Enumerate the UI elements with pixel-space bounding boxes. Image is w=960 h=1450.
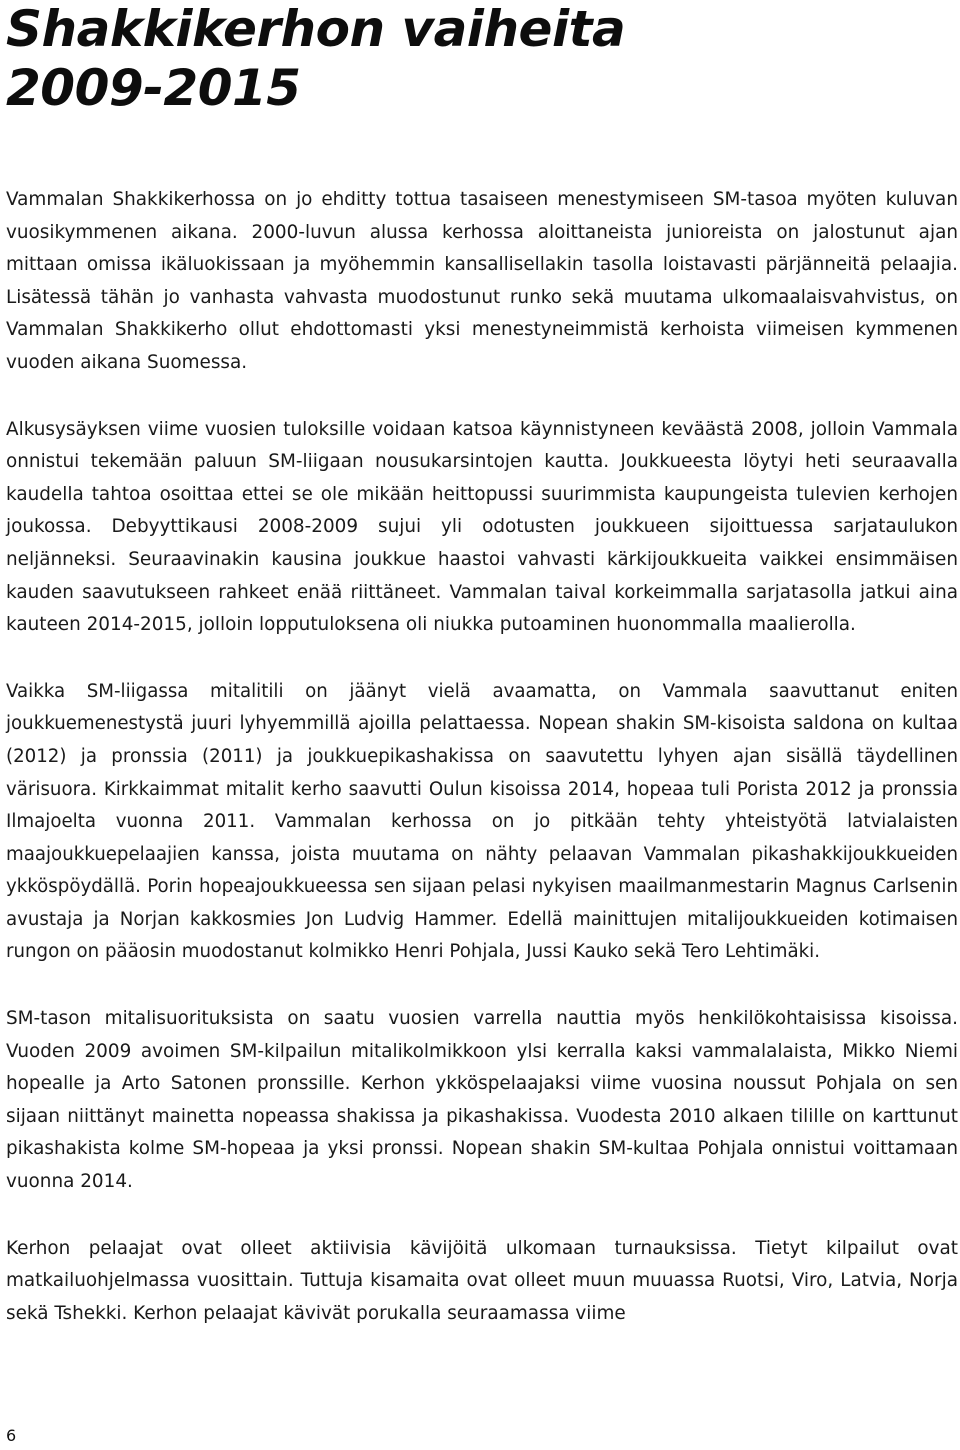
paragraph-1: Vammalan Shakkikerhossa on jo ehditty tottua tasaiseen menestymiseen SM-tasoa myöten kuluvan vuosikymmenen aikana. 2000-luvun alussa kerhossa aloittaneista junioreista on jalostunut ajan mittaan omissa ikäluokissaan ja myöhemmin kansallisellakin tasolla loistavasti pärjänneitä pelaajia. Lisätessä tähän jo vanhasta vahvasta muodostunut runko sekä muutama ulkomaalaisvahvistus, on Vammalan Shakkikerho ollut ehdottomasti yksi menestyneimmistä kerhoista viimeisen kymmenen vuoden aikana Suomessa.: [6, 189, 958, 373]
paragraph-3: Vaikka SM-liigassa mitalitili on jäänyt vielä avaamatta, on Vammala saavuttanut eniten joukkuemenestystä juuri lyhyemmillä ajoilla pelattaessa. Nopean shakin SM-kisoista saldona on kultaa (2012) ja pronssia (2011) ja joukkuepikashakissa on saavutettu lyhyen ajan sisällä täydellinen värisuora. Kirkkaimmat mitalit kerho saavutti Oulun kisoissa 2014, hopeaa tuli Porista 2012 ja pronssia Ilmajoelta vuonna 2011. Vammalan kerhossa on jo pitkään tehty yhteistyötä latvialaisten maajoukkuepelaajien kanssa, joista muutama on nähty pelaavan Vammalan pikashakkijoukkueiden ykköspöydällä. Porin hopeajoukkueessa sen sijaan pelasi nykyisen maailmanmestarin Magnus Carlsenin avustaja ja Norjan kakkosmies Jon Ludvig Hammer. Edellä mainittujen mitalijoukkueiden kotimaisen rungon on pääosin muodostanut kolmikko Henri Pohjala, Jussi Kauko sekä Tero Lehtimäki.: [6, 680, 958, 963]
title-line-2: 2009-2015: [6, 59, 301, 117]
title-line-1: Shakkikerhon vaiheita: [6, 0, 626, 58]
paragraph-5: Kerhon pelaajat ovat olleet aktiivisia kävijöitä ulkomaan turnauksissa. Tietyt kilpailut ovat matkailuohjelmassa vuosittain. Tuttuja kisamaita ovat olleet muun muuassa Ruotsi, Viro, Latvia, Norja sekä Tshekki. Kerhon pelaajat kävivät porukalla seuraamassa viime: [6, 1237, 958, 1324]
page-title: [6, 0, 958, 118]
paragraph-4: SM-tason mitalisuorituksista on saatu vuosien varrella nauttia myös henkilökohtaisissa kisoissa. Vuoden 2009 avoimen SM-kilpailun mitalikolmikkoon ylsi kerralla kaksi vammalalaista, Mikko Niemi hopealle ja Arto Satonen pronssille. Kerhon ykköspelaajaksi viime vuosina noussut Pohjala on sen sijaan niittänyt mainetta nopeassa shakissa ja pikashakissa. Vuodesta 2010 alkaen tilille on karttunut pikashakista kolme SM-hopeaa ja yksi pronssi. Nopean shakin SM-kultaa Pohjala onnistui voittamaan vuonna 2014.: [6, 1008, 958, 1193]
paragraph-2: Alkusysäyksen viime vuosien tuloksille voidaan katsoa käynnistyneen keväästä 2008, jolloin Vammala onnistui tekemään paluun SM-liigaan nousukarsintojen kautta. Joukkueesta löytyi heti seuraavalla kaudella tahtoa osoittaa ettei se ole mikään heittopussi suurimmista kaupungeista tulevien kerhojen joukossa. Debyyttikausi 2008-2009 sujui yli odotusten joukkueen sijoittuessa sarjataulukon neljänneksi. Seuraavinakin kausina joukkue haastoi vahvasti kärkijoukkueita vaikkei ensimmäisen kauden saavutukseen rahkeet enää riittäneet. Vammalan taival korkeimmalla sarjatasolla jatkui aina kauteen 2014-2015, jolloin lopputuloksena oli niukka putoaminen huonommalla maalierolla.: [6, 418, 958, 636]
article-body: [6, 184, 958, 1330]
document-page: [6, 0, 958, 1364]
page-number: 6: [6, 1426, 17, 1445]
